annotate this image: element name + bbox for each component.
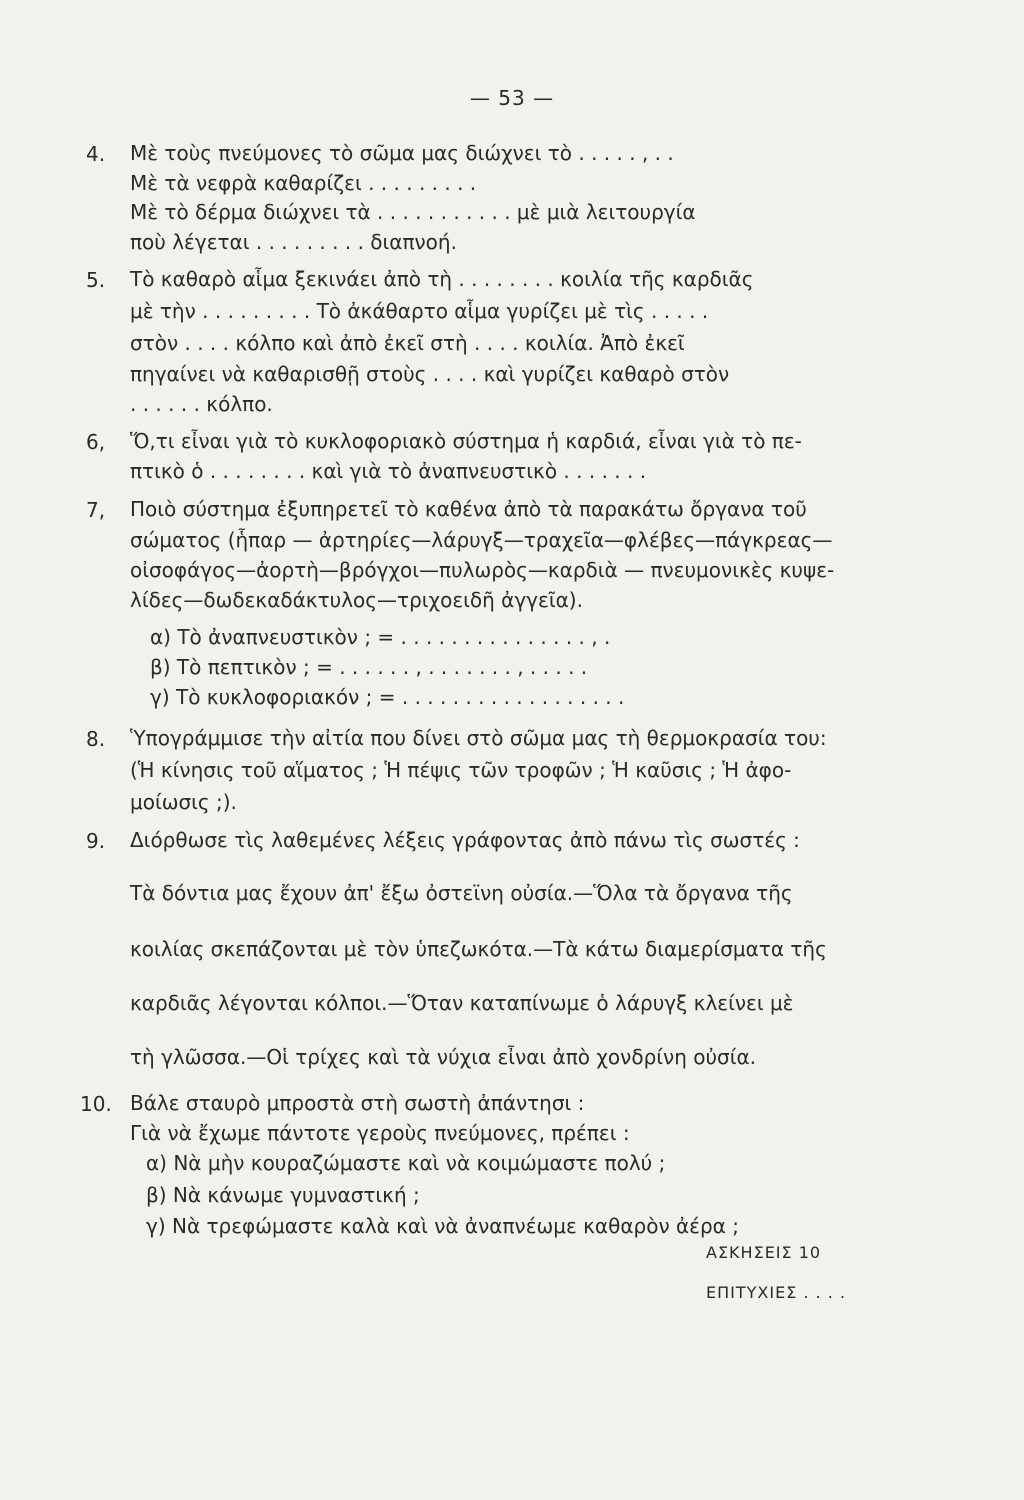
exercise-number: 10. [80, 1092, 112, 1116]
exercise-number: 9. [86, 829, 106, 853]
exercise-line: οἰσοφάγος—ἀορτὴ—βρόγχοι—πυλωρὸς—καρδιὰ — πνευμονικὲς κυψε- [130, 558, 835, 582]
exercise-line: πηγαίνει νὰ καθαρισθῇ στοὺς . . . . καὶ γυρίζει καθαρὸ στὸν [130, 362, 730, 386]
exercise-line: λίδες—δωδεκαδάκτυλος—τριχοειδῆ ἀγγεῖα). [130, 588, 583, 612]
exercise-line: Τὰ δόντια μας ἔχουν ἀπ' ἔξω ὀστεϊνη οὐσία.—Ὅλα τὰ ὄργανα τῆς [130, 881, 793, 905]
exercise-line: . . . . . . κόλπο. [130, 392, 273, 416]
exercise-line: σώματος (ἧπαρ — ἀρτηρίες—λάρυγξ—τραχεῖα—φλέβες—πάγκρεας— [130, 528, 833, 552]
exercise-line: Ποιὸ σύστημα ἐξυπηρετεῖ τὸ καθένα ἀπὸ τὰ παρακάτω ὄργανα τοῦ [130, 497, 807, 521]
exercise-line: Ὅ,τι εἶναι γιὰ τὸ κυκλοφοριακὸ σύστημα ἡ καρδιά, εἶναι γιὰ τὸ πε- [130, 429, 802, 453]
exercise-line: Διόρθωσε τὶς λαθεμένες λέξεις γράφοντας ἀπὸ πάνω τὶς σωστές : [130, 828, 800, 852]
exercise-line: (Ἡ κίνησις τοῦ αἵματος ; Ἡ πέψις τῶν τροφῶν ; Ἡ καῦσις ; Ἡ ἀφο- [130, 758, 792, 782]
exercise-number: 5. [86, 268, 106, 292]
answer-option: α) Τὸ ἀναπνευστικὸν ; = . . . . . . . . . . . . . . . , . [150, 625, 611, 649]
exercise-line: στὸν . . . . κόλπο καὶ ἀπὸ ἐκεῖ στὴ . . . . κοιλία. Ἀπὸ ἐκεῖ [130, 331, 685, 355]
exercise-line: Βάλε σταυρὸ μπροστὰ στὴ σωστὴ ἀπάντησι : [130, 1091, 585, 1115]
exercise-number: 6, [86, 430, 106, 454]
exercise-line: Ὑπογράμμισε τὴν αἰτία που δίνει στὸ σῶμα μας τὴ θερμοκρασία του: [130, 726, 827, 750]
answer-option: β) Τὸ πεπτικὸν ; = . . . . . . , . . . . . . . , . . . . . [150, 655, 588, 679]
page-number: — 53 — [469, 86, 555, 110]
exercises-count-label: ΑΣΚΗΣΕΙΣ 10 [706, 1243, 822, 1262]
exercise-line: καρδιᾶς λέγονται κόλποι.—Ὅταν καταπίνωμε ὁ λάρυγξ κλείνει μὲ [130, 991, 794, 1015]
exercise-number: 4. [86, 142, 106, 166]
answer-option: γ) Τὸ κυκλοφοριακόν ; = . . . . . . . . . . . . . . . . . . [150, 685, 625, 709]
exercise-line: κοιλίας σκεπάζονται μὲ τὸν ὑπεζωκότα.—Τὰ κάτω διαμερίσματα τῆς [130, 937, 827, 961]
exercise-number: 8. [86, 727, 106, 751]
success-count-label: ΕΠΙΤΥΧΙΕΣ . . . . [706, 1283, 846, 1302]
exercise-line: μὲ τὴν . . . . . . . . . Τὸ ἀκάθαρτο αἷμα γυρίζει μὲ τὶς . . . . . [130, 299, 709, 323]
answer-option: α) Νὰ μὴν κουραζώμαστε καὶ νὰ κοιμώμαστε πολύ ; [146, 1151, 666, 1175]
exercise-line: πτικὸ ὁ . . . . . . . . καὶ γιὰ τὸ ἀναπνευστικὸ . . . . . . . [130, 459, 647, 483]
exercise-line: Μὲ τὰ νεφρὰ καθαρίζει . . . . . . . . . [130, 171, 477, 195]
exercise-line: Μὲ τὸ δέρμα διώχνει τὰ . . . . . . . . . . . μὲ μιὰ λειτουργία [130, 200, 696, 224]
answer-option: γ) Νὰ τρεφώμαστε καλὰ καὶ νὰ ἀναπνέωμε καθαρὸν ἀέρα ; [146, 1214, 739, 1238]
exercise-line: ποὺ λέγεται . . . . . . . . . διαπνοή. [130, 230, 457, 254]
exercise-line: τὴ γλῶσσα.—Οἱ τρίχες καὶ τὰ νύχια εἶναι ἀπὸ χονδρίνη οὐσία. [130, 1045, 757, 1069]
exercise-line: Γιὰ νὰ ἔχωμε πάντοτε γεροὺς πνεύμονες, πρέπει : [130, 1121, 630, 1145]
exercise-line: Τὸ καθαρὸ αἷμα ξεκινάει ἀπὸ τὴ . . . . . . . . κοιλία τῆς καρδιᾶς [130, 267, 754, 291]
exercise-line: Μὲ τοὺς πνεύμονες τὸ σῶμα μας διώχνει τὸ . . . . . , . . [130, 141, 674, 165]
answer-option: β) Νὰ κάνωμε γυμναστική ; [146, 1183, 420, 1207]
exercise-number: 7, [86, 498, 106, 522]
exercise-line: μοίωσις ;). [130, 790, 237, 814]
